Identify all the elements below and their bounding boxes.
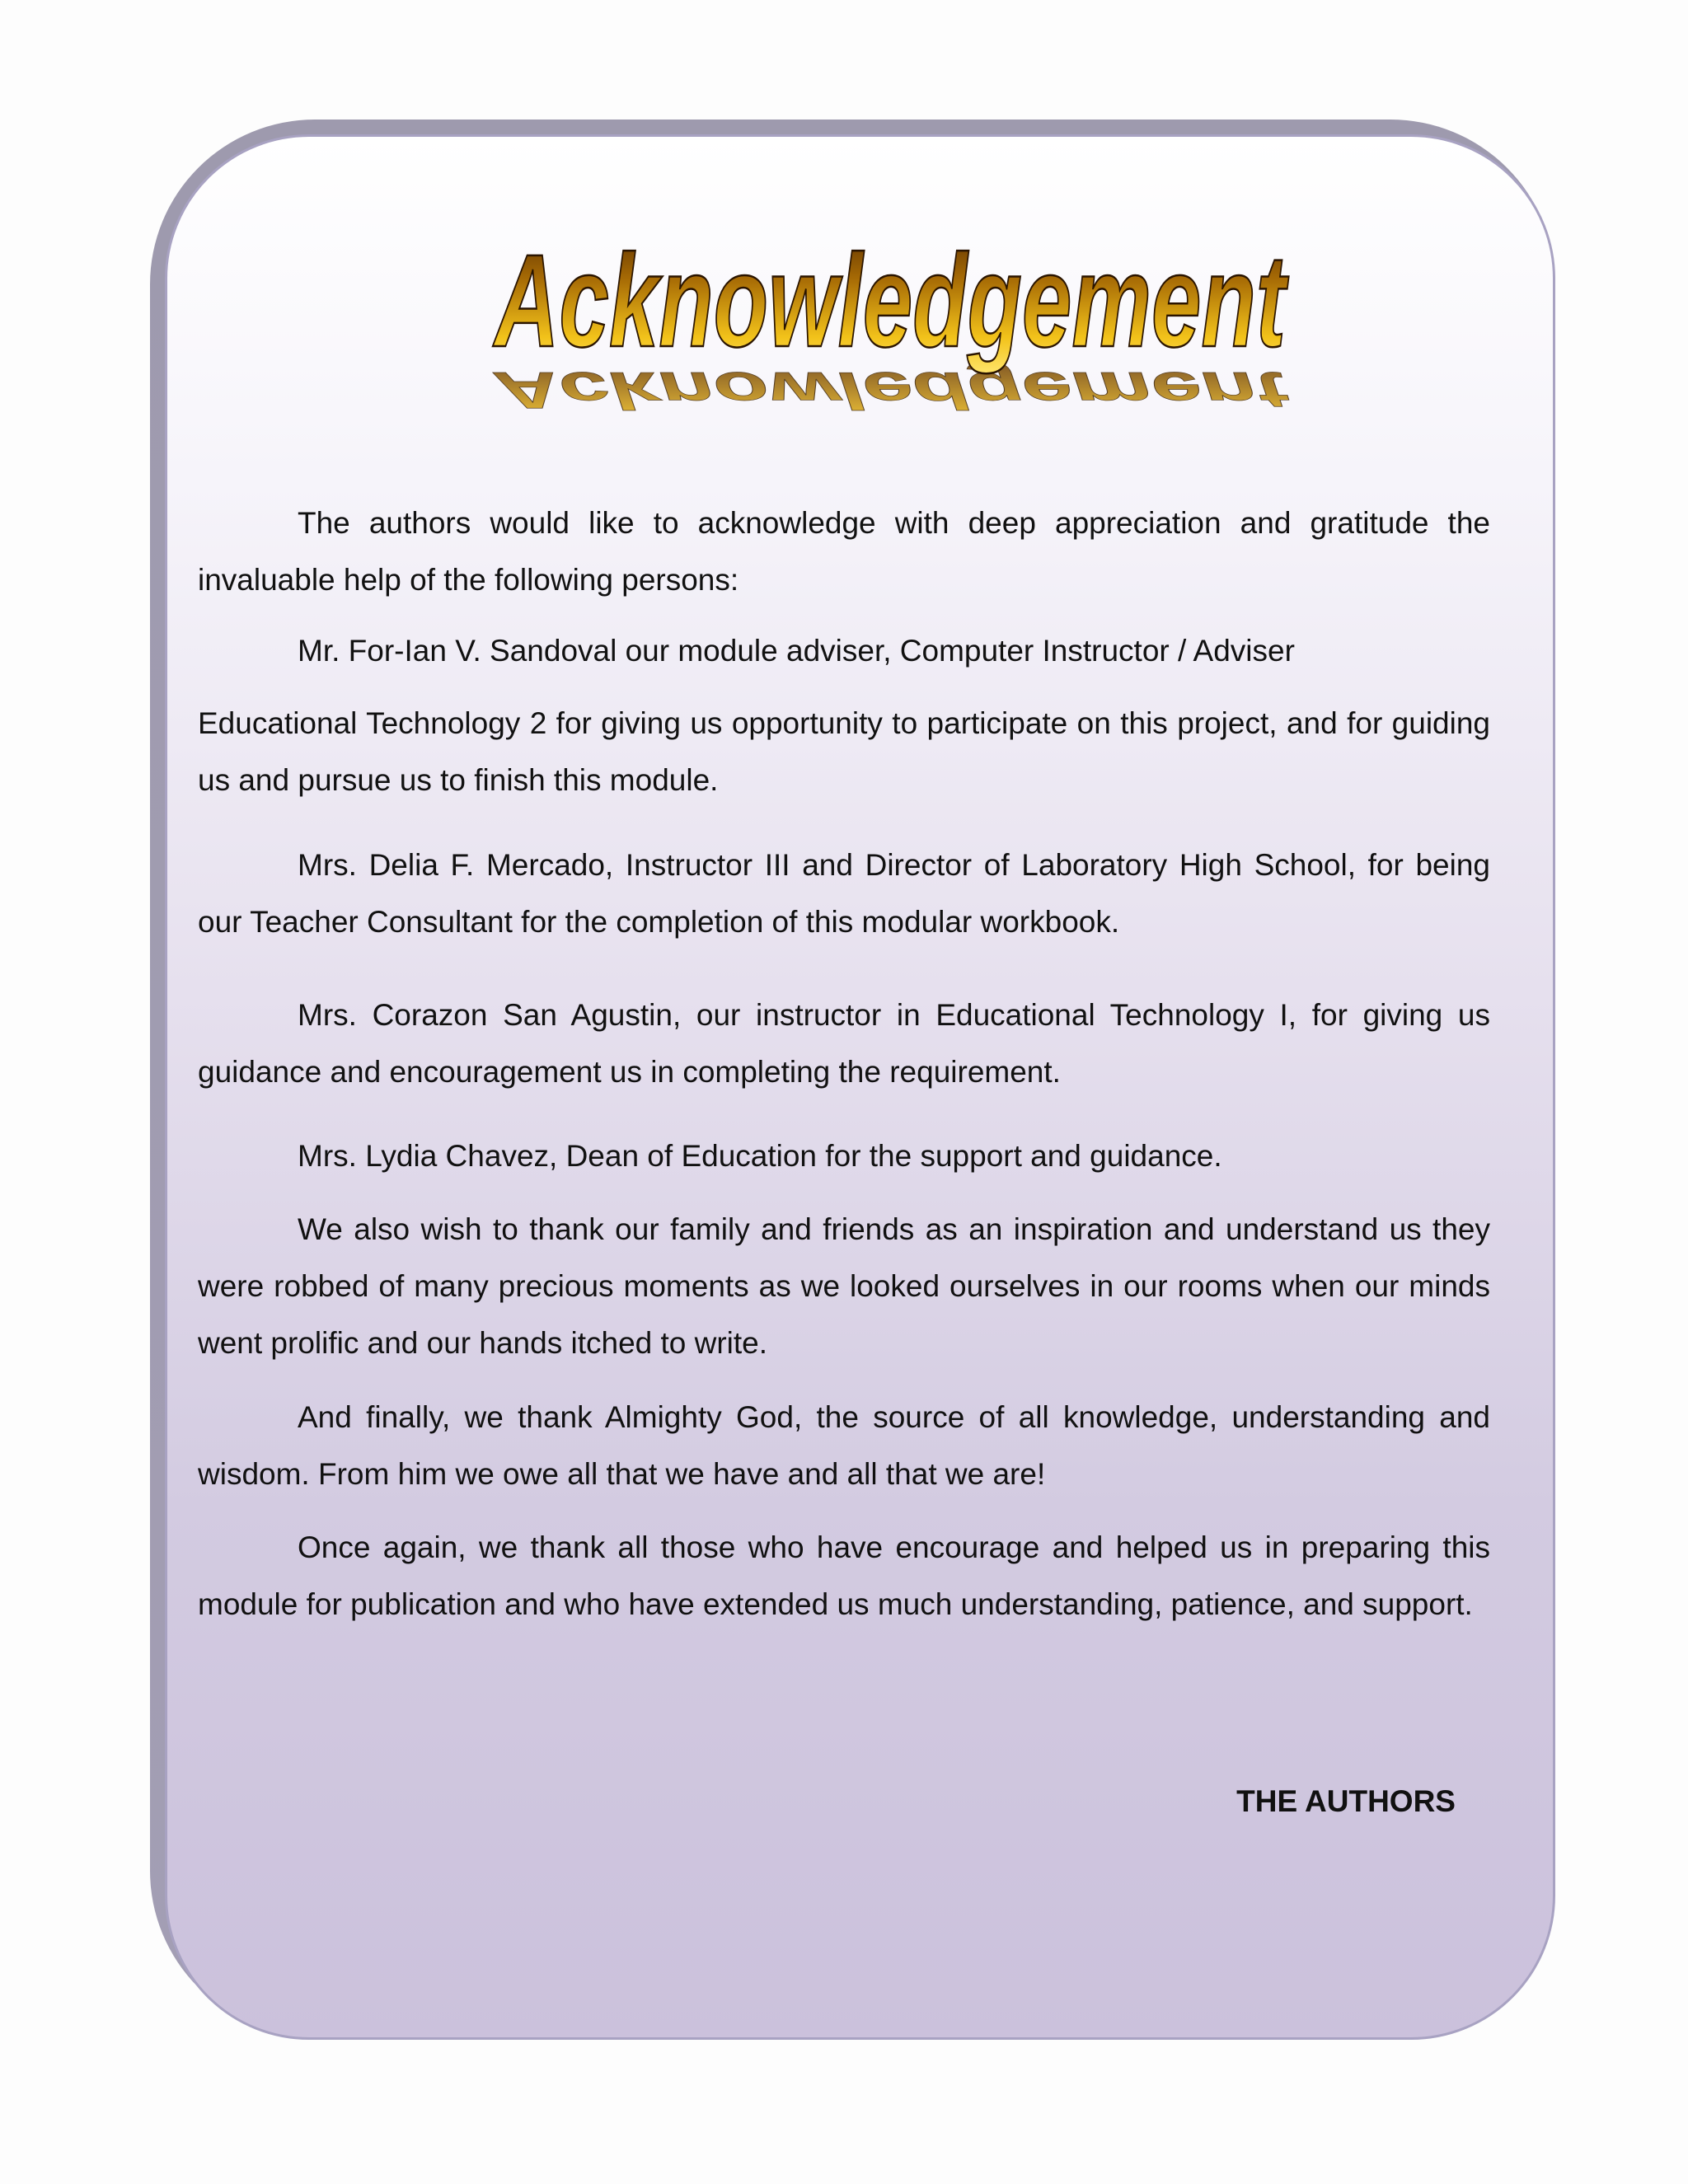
wordart-title — [462, 190, 1319, 419]
paragraph-san-agustin: Mrs. Corazon San Agustin, our instructor in Educational Technology I, for giving us guidance and encouragement us in completing the requirement. — [198, 998, 1490, 1089]
paragraph-mercado: Mrs. Delia F. Mercado, Instructor III and Director of Laboratory High School, for being our Teacher Consultant for the completion of this modular workbook. — [198, 848, 1490, 939]
paragraph-god: And finally, we thank Almighty God, the source of all knowledge, understanding and wisdom. From him we owe all that we have and all that we are! — [198, 1400, 1490, 1491]
signature: THE AUTHORS — [1236, 1784, 1456, 1818]
paragraph-sandoval-cont: Educational Technology 2 for giving us opportunity to participate on this project, and for guiding us and pursue us to finish this module. — [198, 706, 1490, 797]
paragraph-sandoval: Mr. For-Ian V. Sandoval our module adviser, Computer Instructor / Adviser — [298, 634, 1295, 668]
paragraph-family: We also wish to thank our family and friends as an inspiration and understand us they were robbed of many precious moments as we looked ourselves in our rooms when our minds went prolific and our hands itched to write. — [198, 1212, 1490, 1360]
page-title: Acknowledgement — [492, 227, 1289, 374]
paragraph-chavez: Mrs. Lydia Chavez, Dean of Education for the support and guidance. — [298, 1139, 1222, 1173]
paragraph-once-again: Once again, we thank all those who have encourage and helped us in preparing this module for publication and who have extended us much understanding, patience, and support. — [198, 1530, 1490, 1621]
title-reflection: Acknowledgement — [492, 361, 1290, 419]
paragraph-intro: The authors would like to acknowledge with deep appreciation and gratitude the invaluable help of the following persons: — [198, 506, 1490, 597]
